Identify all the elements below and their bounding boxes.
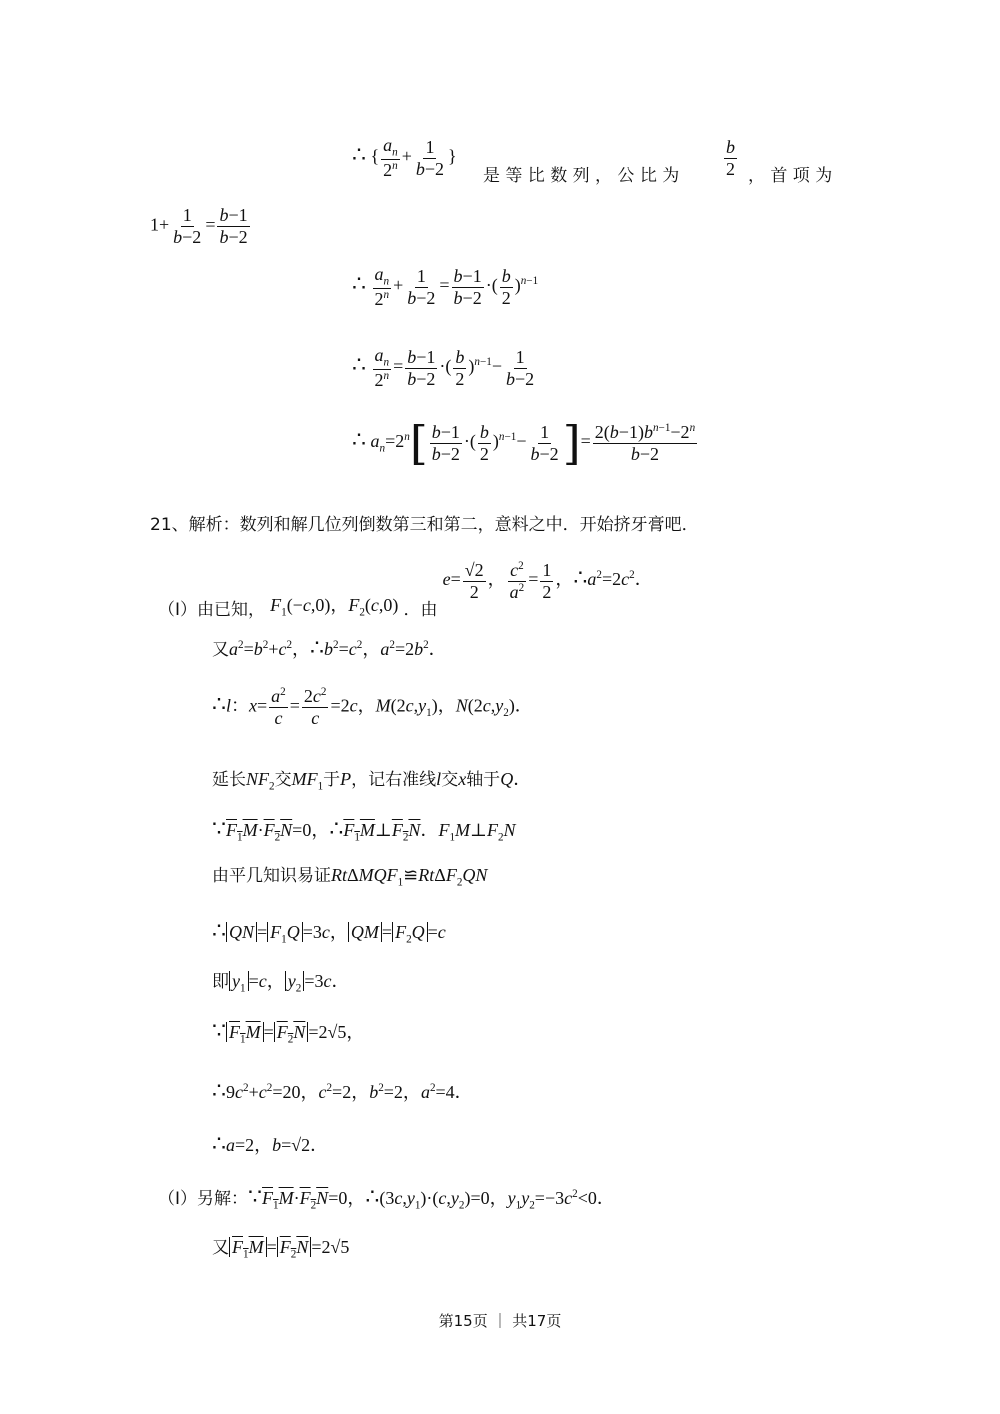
page-footer: 第15页 ｜ 共17页 [438,1312,562,1330]
vector-line: $\because F_1M\cdot F_2N=0$，$\therefore F_1M\perp F_2N$．$F_1M\perp F_2N$ [212,816,516,844]
directrix-line: ∴l：x= $\frac{a^2}{c}$ = $\frac{2c^2}{c}$ =2c，$M(2c,y_1)$，$N(2c,y_2)$． [212,686,533,728]
part1-line: （Ⅰ）由已知， $F_1(-c,0)$，$F_2(c,0)$ ．由 e= $\frac{√2}{2}$ ， $\frac{c^2}{a^2}$ = $\frac{1}{2}$ ，$\therefore a^2=2c^2$． [158,560,653,621]
formula-line-3: ∴ $\frac{a_n}{2^n}$ + $\frac{1}{b-2}$ = $\frac{b-1}{b-2}$ ·( $\frac{b}{2}$ )$^{n-1}$ [352,264,539,310]
relation-line: 又$a^2=b^2+c^2$，$\therefore b^2=c^2$，$a^2=2b^2$． [212,635,447,660]
formula-line-4: ∴ $\frac{a_n}{2^n}$ = $\frac{b-1}{b-2}$ ·( $\frac{b}{2}$ )$^{n-1}$− $\frac{1}{b-2}$ [352,345,535,391]
result-line: ∴a=2，b=√2． [212,1131,329,1156]
ratio-fraction: $\frac{b}{2}$ [726,137,735,179]
first-term-text: ， 首 项 为 [748,166,833,186]
formula-line-1: ∴ { $\frac{a_n}{2^n}$ + $\frac{1}{b-2}$ } [352,135,457,181]
length-line: ∴ QN = $F_1Q =3c$， QM = $F_2Q =c$ [212,918,446,946]
congruent-line: 由平几知识易证RtΔMQF$_1$≌RtΔF$_2$QN [212,865,488,889]
magnitude-line: ∵ $F_1M = F_2N =2√5$， [212,1018,365,1046]
extend-line: 延长$NF_2$交$MF_1$于P，记右准线l交x轴于Q． [212,769,532,793]
q21-title: 21、解析：数列和解几位列倒数第三和第二，意料之中．开始挤牙膏吧． [150,515,699,535]
alt-magnitude-line: 又 $F_1M = F_2N =2√5$ [212,1237,350,1261]
therefore-symbol: ∴ [352,142,366,168]
formula-line-5: ∴ $a_n=2^n$[ $\frac{b-1}{b-2}$ ·( $\frac{b}{2}$ )$^{n-1}$− $\frac{1}{b-2}$ ]= $\frac{2(b-1)b^{n-1}-2^n}{b-2}$ [352,416,696,470]
alt-solution-line: （Ⅰ）另解：$\because F_1M\cdot F_2N=0$，$\therefore(3c,y_1)\cdot(c,y_2)=0$，$y_1y_2=-3c^2<0$． [158,1184,615,1212]
ji-line: 即 $y_1 =c$， $y_2 =3c$． [212,971,350,995]
formula-first-term: 1+ $\frac{1}{b-2}$ = $\frac{b-1}{b-2}$ [150,205,248,247]
solve-line: $\therefore 9c^2+c^2=20$，$c^2=2$，$b^2=2$，$a^2=4$． [212,1078,473,1103]
geometric-seq-text: 是 等 比 数 列 ， 公 比 为 [483,166,680,186]
